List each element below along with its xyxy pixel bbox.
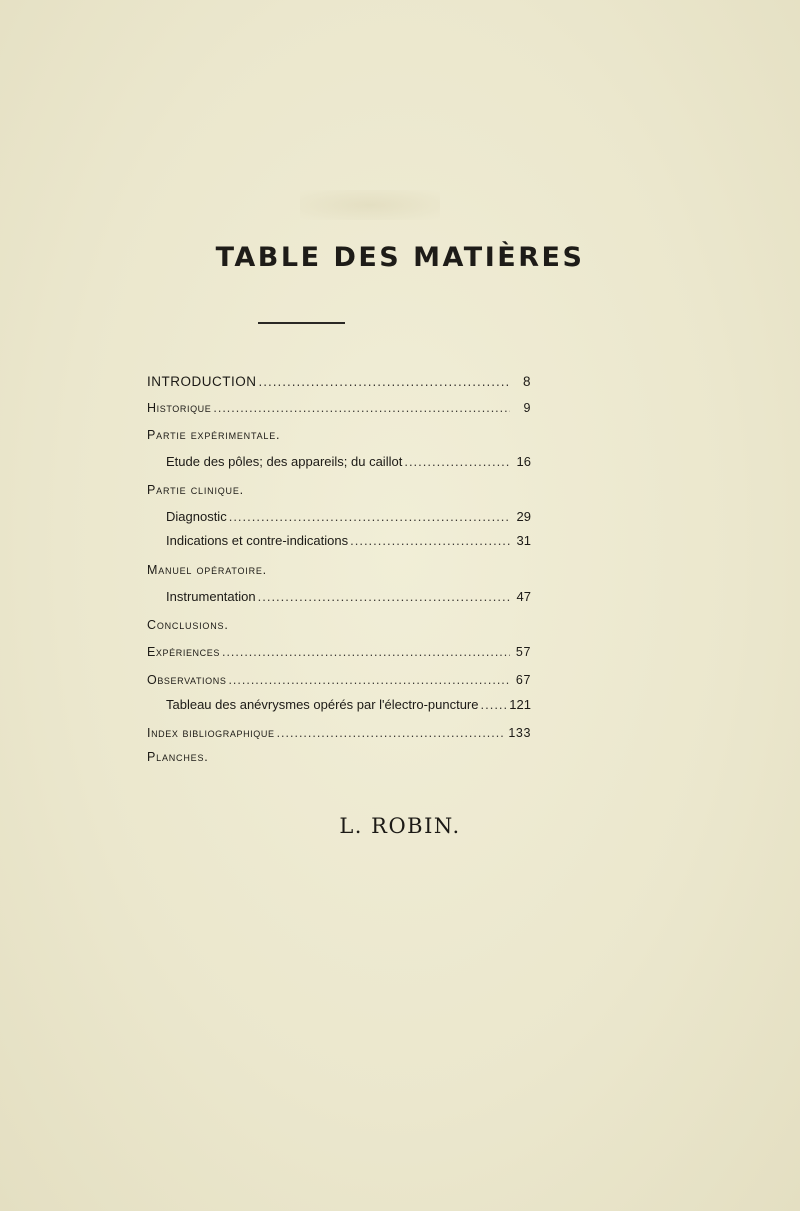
dot-leader: [350, 532, 510, 550]
toc-entry-experiences[interactable]: [147, 643, 531, 661]
toc-entry-observations[interactable]: [147, 671, 531, 689]
toc-entry-label: Etude des pôles; des appareils; du caillot: [166, 454, 403, 469]
dot-leader: [222, 643, 510, 661]
toc-entry-page: 16: [516, 454, 531, 469]
toc-entry-indications[interactable]: [147, 532, 531, 550]
toc-entry-label: Instrumentation: [166, 589, 256, 604]
toc-entry-index[interactable]: [147, 724, 531, 742]
toc-entry-page: 67: [515, 673, 531, 687]
toc-entry-introduction[interactable]: [147, 373, 531, 391]
toc-entry-label: Diagnostic: [166, 509, 227, 524]
title-divider: [258, 322, 345, 324]
library-stamp: L. ROBIN.: [339, 814, 461, 838]
toc-section-manuel-operatoire: Manuel opératoire.: [147, 563, 267, 577]
dot-leader: [258, 588, 510, 606]
toc-entry-instrumentation[interactable]: [147, 588, 531, 606]
dot-leader: [228, 671, 510, 689]
dot-leader: [480, 696, 506, 714]
toc-section-conclusions: Conclusions.: [147, 618, 229, 632]
toc-entry-page: 57: [515, 645, 531, 659]
toc-section-planches: Planches.: [147, 750, 209, 764]
dot-leader: [277, 724, 506, 742]
dot-leader: [259, 373, 511, 391]
toc-entry-label: Indications et contre-indications: [166, 533, 349, 548]
toc-section-partie-experimentale: Partie expérimentale.: [147, 428, 281, 442]
toc-entry-label: INTRODUCTION: [147, 374, 257, 389]
dot-leader: [213, 399, 510, 417]
toc-entry-diagnostic[interactable]: [147, 508, 531, 526]
toc-entry-label: Historique: [147, 401, 212, 415]
toc-section-partie-clinique: Partie clinique.: [147, 483, 244, 497]
toc-entry-etude[interactable]: [147, 453, 531, 471]
toc-entry-page: 8: [522, 374, 531, 389]
toc-entry-tableau[interactable]: [147, 696, 531, 714]
toc-entry-label: Observations: [147, 673, 227, 687]
toc-entry-label: Expériences: [147, 645, 220, 659]
toc-entry-page: 9: [523, 401, 531, 415]
toc-entry-page: 47: [516, 589, 531, 604]
toc-entry-page: 121: [509, 697, 531, 712]
toc-entry-label: Index bibliographique: [147, 726, 275, 740]
dot-leader: [404, 453, 510, 471]
paper-stain: [300, 190, 440, 220]
toc-entry-page: 133: [508, 726, 531, 740]
toc-entry-page: 31: [516, 533, 531, 548]
dot-leader: [229, 508, 510, 526]
page-title: TABLE DES MATIÈRES: [215, 242, 585, 273]
toc-entry-page: 29: [516, 509, 531, 524]
toc-entry-historique[interactable]: [147, 399, 531, 417]
toc-entry-label: Tableau des anévrysmes opérés par l'électro-puncture: [166, 697, 479, 712]
